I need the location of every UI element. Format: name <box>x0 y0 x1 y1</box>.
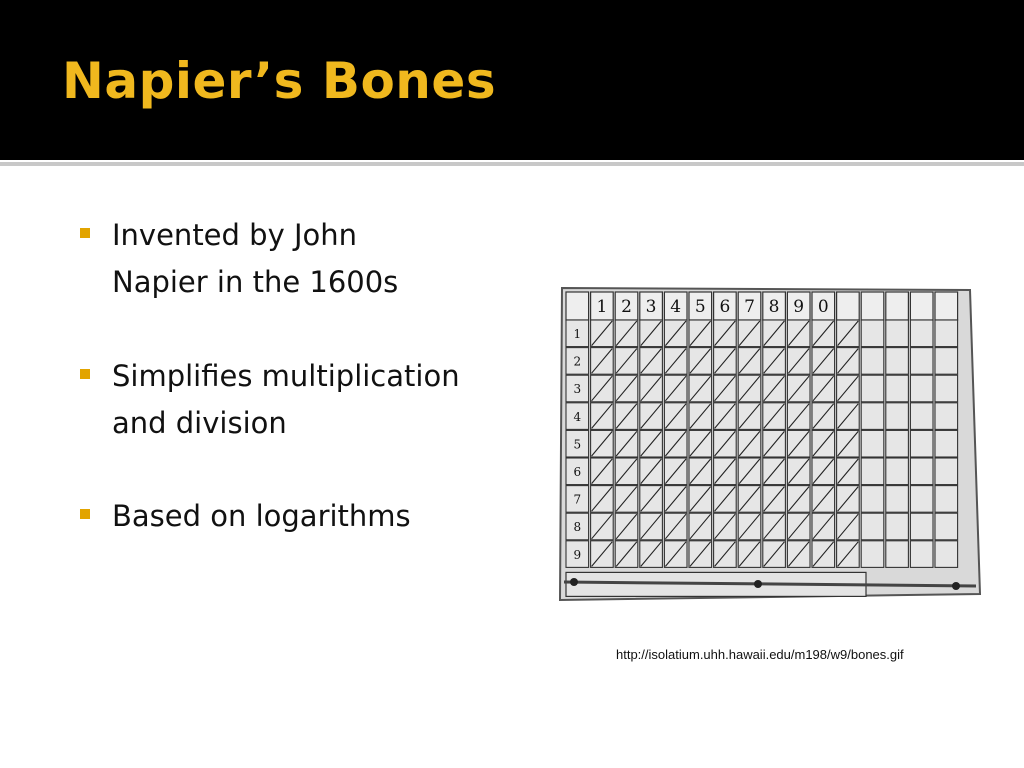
bone-header-digit: 7 <box>744 297 755 317</box>
bone-header-cell <box>886 292 909 320</box>
bullet-item <box>80 353 460 448</box>
bullet-marker-icon <box>80 369 90 379</box>
bone-cell <box>935 320 958 347</box>
slide-title: Napier’s Bones <box>62 52 497 110</box>
bone-cell <box>935 458 958 485</box>
bone-cell <box>935 513 958 540</box>
bone-row-index: 2 <box>573 354 582 369</box>
bullet-text: Simplifies multiplication and division <box>112 358 460 440</box>
bone-cell <box>935 375 958 402</box>
title-divider <box>0 162 1024 166</box>
bone-cell <box>935 541 958 568</box>
bone-row-index: 9 <box>573 547 582 562</box>
bullet-marker-icon <box>80 509 90 519</box>
bone-cell <box>886 403 909 430</box>
bone-cell <box>935 486 958 513</box>
bullet-marker-icon <box>80 228 90 238</box>
bone-cell <box>910 430 933 457</box>
bone-cell <box>861 348 884 375</box>
board-peg <box>754 580 762 588</box>
bone-header-cell <box>837 292 860 320</box>
bone-header-digit: 5 <box>694 297 706 317</box>
board-peg <box>952 582 960 590</box>
bone-header-digit: 1 <box>596 297 608 317</box>
bone-cell <box>935 430 958 457</box>
bone-cell <box>886 375 909 402</box>
bone-cell <box>910 541 933 568</box>
bone-cell <box>886 541 909 568</box>
bone-row-index: 3 <box>573 382 582 397</box>
bone-cell <box>861 430 884 457</box>
bone-cell <box>886 430 909 457</box>
bullet-text: Invented by John Napier in the 1600s <box>112 218 399 300</box>
bone-header-digit: 9 <box>793 297 805 317</box>
bone-cell <box>910 513 933 540</box>
bone-header-cell <box>861 292 884 320</box>
bone-cell <box>910 486 933 513</box>
bone-cell <box>935 403 958 430</box>
bone-cell <box>861 486 884 513</box>
bone-header-digit: 4 <box>670 297 682 317</box>
bone-cell <box>910 403 933 430</box>
bone-cell <box>886 486 909 513</box>
bone-row-index: 5 <box>573 437 582 452</box>
bone-cell <box>861 513 884 540</box>
bone-cell <box>886 513 909 540</box>
bone-cell <box>861 458 884 485</box>
bone-cell <box>886 320 909 347</box>
bone-header-cell <box>935 292 958 320</box>
bone-header-digit: 8 <box>768 297 780 317</box>
bullet-item <box>80 493 460 540</box>
bullet-list <box>80 212 460 586</box>
bone-row-index: 6 <box>573 465 582 479</box>
bone-cell <box>861 403 884 430</box>
bone-header-digit: 0 <box>817 297 829 317</box>
bullet-text: Based on logarithms <box>112 499 411 534</box>
bone-cell <box>910 458 933 485</box>
bone-cell <box>910 348 933 375</box>
napiers-bones-photo <box>556 282 986 607</box>
bone-cell <box>886 348 909 375</box>
image-caption: http://isolatium.uhh.hawaii.edu/m198/w9/bones.gif <box>616 647 904 662</box>
bone-cell <box>861 320 884 347</box>
bone-row-index: 7 <box>573 492 582 507</box>
bone-cell <box>861 541 884 568</box>
bone-row-index: 8 <box>573 520 582 535</box>
bone-header-digit: 3 <box>645 297 657 317</box>
bone-header-cell <box>910 292 933 320</box>
bone-cell <box>886 458 909 485</box>
bone-header-cell <box>566 292 589 320</box>
bone-cell <box>910 375 933 402</box>
bone-row-index: 4 <box>573 409 582 424</box>
bone-cell <box>861 375 884 402</box>
bone-header-digit: 6 <box>719 297 731 317</box>
bone-cell <box>935 348 958 375</box>
bullet-item <box>80 212 460 307</box>
bone-row-index: 1 <box>573 327 582 341</box>
bone-cell <box>910 320 933 347</box>
board-peg <box>570 578 578 586</box>
bone-header-digit: 2 <box>621 297 632 317</box>
